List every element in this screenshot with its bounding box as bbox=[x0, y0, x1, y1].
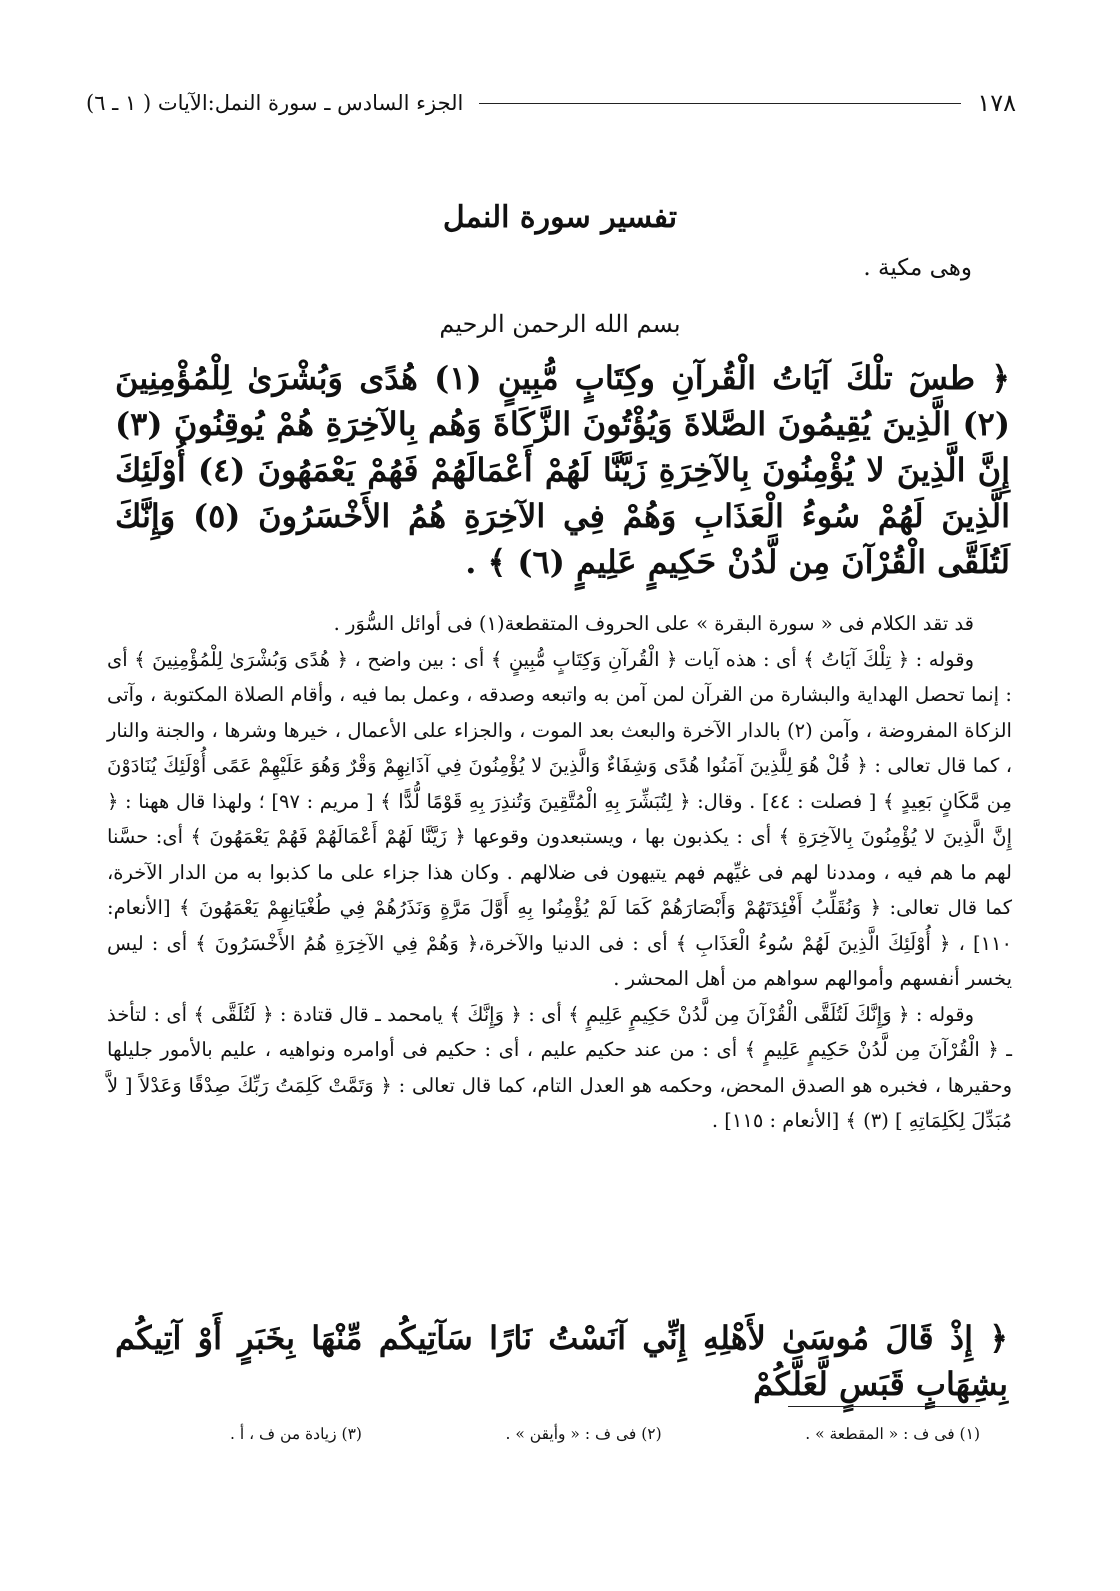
tafsir-commentary bbox=[107, 606, 1012, 1139]
surah-title: تفسير سورة النمل bbox=[442, 200, 678, 235]
running-title: الجزء السادس ـ سورة النمل:الآيات ( ١ ـ ٦) bbox=[86, 91, 464, 115]
footnote: (٢) فى ف : « وأيقن » . bbox=[505, 1425, 662, 1443]
footnote: (٣) زيادة من ف ، أ . bbox=[230, 1425, 362, 1443]
surah-note: وهى مكية . bbox=[863, 255, 972, 281]
header-rule bbox=[479, 103, 961, 104]
commentary-paragraph: قد تقد الكلام فى « سورة البقرة » على الحروف المتقطعة(١) فى أوائل السُّوَر . bbox=[333, 612, 974, 635]
basmala: بسم الله الرحمن الرحيم bbox=[439, 310, 681, 338]
commentary-paragraph: وقوله : ﴿ تِلْكَ آيَاتُ ﴾ أى : هذه آيات ﴿ الْقُرآنِ وَكِتَابٍ مُّبِينٍ ﴾ أى : بين واضح ، ﴿ هُدًى وَبُشْرَىٰ لِلْمُؤْمِنِينَ ﴾ أى : إنما تحصل الهداية والبشارة من القرآن لمن آمن به واتبعه وصدقه ، وعمل بما فيه ، وأقام الصلاة المكتوبة ، وآتى الزكاة المفروضة ، وآمن (٢) بالدار الآخرة والبعث بعد الموت ، والجزاء على الأعمال ، خيرها وشرها ، والجنة والنار ، كما قال تعالى : ﴿ قُلْ هُوَ لِلَّذِينَ آمَنُوا هُدًى وَشِفَاءٌ وَالَّذِينَ لا يُؤْمِنُونَ فِي آذَانِهِمْ وَقْرٌ وَهُوَ عَلَيْهِمْ عَمًى أُوْلَئِكَ يُنَادَوْنَ مِن مَّكَانٍ بَعِيدٍ ﴾ [ فصلت : ٤٤] . وقال: ﴿ لِتُبَشِّرَ بِهِ الْمُتَّقِينَ وَتُنذِرَ بِهِ قَوْمًا لُّدًّا ﴾ [ مريم : ٩٧] ؛ ولهذا قال ههنا : ﴿ إِنَّ الَّذِينَ لا يُؤْمِنُونَ بِالآخِرَةِ ﴾ أى : يكذبون بها ، ويستبعدون وقوعها ﴿ زَيَّنَّا لَهُمْ أَعْمَالَهُمْ فَهُمْ يَعْمَهُونَ ﴾ أى: حسَّنا لهم ما هم فيه ، ومددنا لهم فى غيِّهم فهم يتيهون فى ضلالهم . وكان هذا جزاء على ما كذبوا به من الدار الآخرة، كما قال تعالى: ﴿ وَنُقَلِّبُ أَفْئِدَتَهُمْ وَأَبْصَارَهُمْ كَمَا لَمْ يُؤْمِنُوا بِهِ أَوَّلَ مَرَّةٍ وَنَذَرُهُمْ فِي طُغْيَانِهِمْ يَعْمَهُونَ ﴾ [الأنعام: ١١٠] ، ﴿ أُوْلَئِكَ الَّذِينَ لَهُمْ سُوءُ الْعَذَابِ ﴾ أى : فى الدنيا والآخرة،﴿ وَهُمْ فِي الآخِرَةِ هُمُ الأَخْسَرُونَ ﴾ أى : ليس يخسر أنفسهم وأموالهم سواهم من أهل المحشر . bbox=[107, 647, 1012, 990]
next-verse-block: ﴿ إِذْ قَالَ مُوسَىٰ لأَهْلِهِ إِنِّي آنَسْتُ نَارًا سَآتِيكُم مِّنْهَا بِخَبَرٍ أَوْ آتِيكُم بِشِهَابٍ قَبَسٍ لَّعَلَّكُمْ bbox=[115, 1319, 1008, 1403]
commentary-paragraph: وقوله : ﴿ وَإِنَّكَ لَتُلَقَّى الْقُرْآنَ مِن لَّدُنْ حَكِيمٍ عَلِيمٍ ﴾ أى : ﴿ وَإِنَّكَ ﴾ يامحمد ـ قال قتادة : ﴿ لَتُلَقَّى ﴾ أى : لتأخذ ـ ﴿ الْقُرْآنَ مِن لَّدُنْ حَكِيمٍ عَلِيمٍ ﴾ أى : من عند حكيم عليم ، أى : حكيم فى أوامره ونواهيه ، عليم بالأمور جليلها وحقيرها ، فخبره هو الصدق المحض، وحكمه هو العدل التام، كما قال تعالى : ﴿ وَتَمَّتْ كَلِمَتُ رَبِّكَ صِدْقًا وَعَدْلاً [ لاَّ مُبَدِّلَ لِكَلِمَاتِهِ ] (٣) ﴾ [الأنعام : ١١٥] . bbox=[107, 1002, 1012, 1132]
footnote-rule bbox=[788, 1406, 980, 1407]
footnotes bbox=[230, 1425, 980, 1443]
quran-verses-block: ﴿ طسٓ تلْكَ آيَاتُ الْقُرآنِ وكِتَابٍ مُّبِينٍ (١) هُدًى وَبُشْرَىٰ لِلْمُؤْمِنِينَ (٢) الَّذِينَ يُقِيمُونَ الصَّلاةَ وَيُؤْتُونَ الزَّكَاةَ وَهُم بِالآخِرَةِ هُمْ يُوقِنُونَ (٣) إِنَّ الَّذِينَ لا يُؤْمِنُونَ بِالآخِرَةِ زَيَّنَّا لَهُمْ أَعْمَالَهُمْ فَهُمْ يَعْمَهُونَ (٤) أُوْلَئِكَ الَّذِينَ لَهُمْ سُوءُ الْعَذَابِ وَهُمْ فِي الآخِرَةِ هُمُ الأَخْسَرُونَ (٥) وَإِنَّكَ لَتُلَقَّى الْقُرْآنَ مِن لَّدُنْ حَكِيمٍ عَلِيمٍ (٦) ﴾ . bbox=[115, 359, 1011, 581]
page-header bbox=[86, 86, 1016, 120]
page-number: ١٧٨ bbox=[977, 89, 1016, 117]
footnote: (١) فى ف : « المقطعة » . bbox=[805, 1425, 980, 1443]
